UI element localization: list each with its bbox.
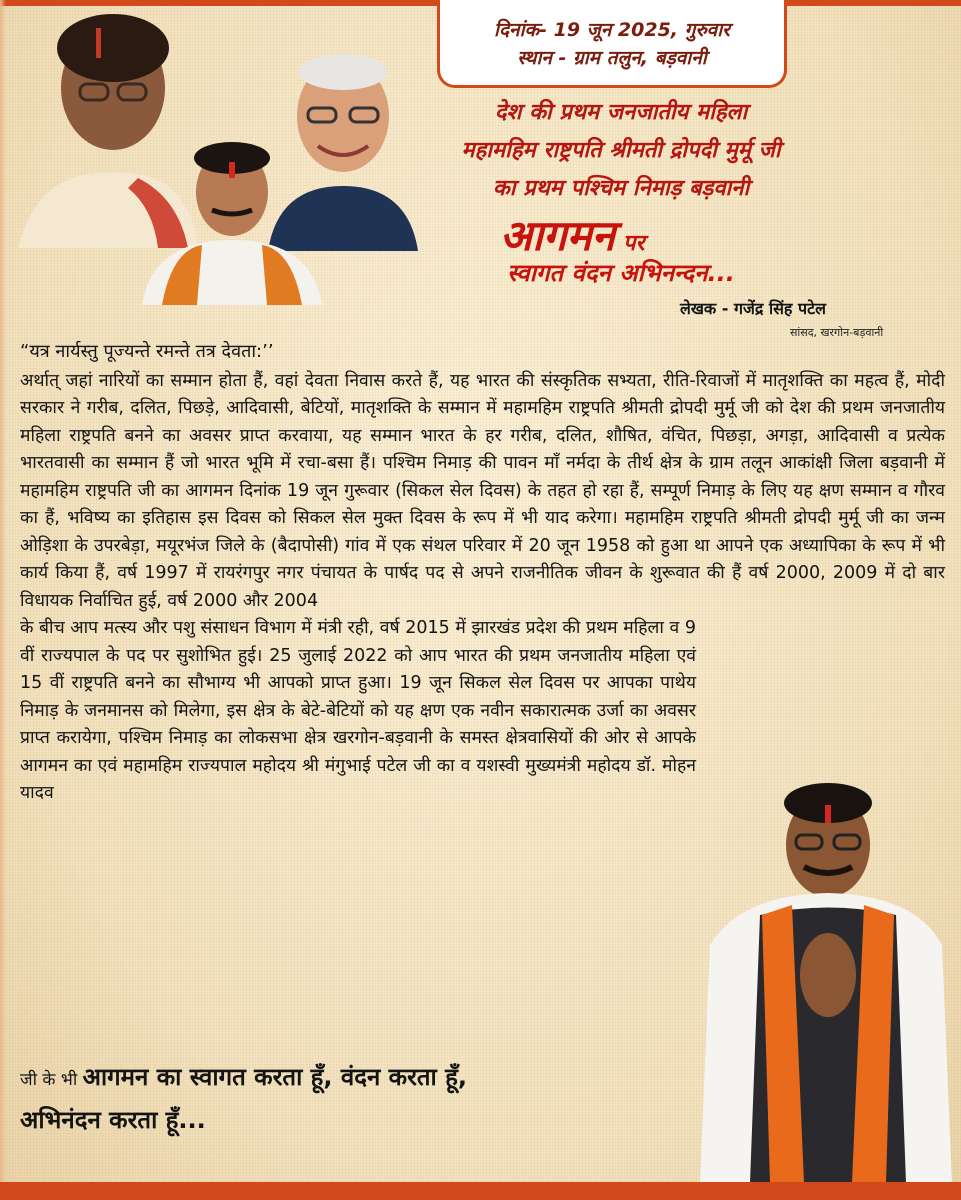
chief-minister-portrait — [142, 140, 322, 305]
article-body — [20, 338, 945, 808]
paragraph-beside-photo: के बीच आप मत्स्य और पशु संसाधन विभाग में मंत्री रही, वर्ष 2015 में झारखंड प्रदेश की प्रथम महिला व 9 वीं राज्यपाल के पद पर सुशोभित हुई। 25 जुलाई 2022 को आप भारत की प्रथम जनजातीय महिला एवं 15 वीं राष्ट्रपति बनने का सौभाग्य भी आपको प्राप्त हुआ। 19 जून सिकल सेल दिवस पर आपका पाथेय निमाड़ के जनमानस को मिलेगा, इस क्षेत्र के बेटे-बेटियों को यह क्षण एक नवीन सकारात्मक उर्जा का अवसर प्राप्त करायेगा, पश्चिम निमाड़ का लोकसभा क्षेत्र खरगोन-बड़वानी के समस्त क्षेत्रवासियों की ओर से आपके आगमन का एवं महामहिम राज्यपाल महोदय श्री मंगुभाई पटेल जी का व यशस्वी मुख्यमंत्री महोदय डॉ. मोहन यादव — [20, 618, 696, 803]
aagman-word: आगमन — [500, 211, 615, 260]
closing-big-text-2: अभिनंदन करता हूँ... — [20, 1106, 206, 1134]
closing-small-text: जी के भी — [20, 1070, 83, 1090]
mp-portrait — [700, 775, 952, 1183]
title-line-1: देश की प्रथम जनजातीय महिला — [494, 100, 748, 125]
paragraph-full-width: अर्थात् जहां नारियों का सम्मान होता हैं, वहां देवता निवास करते हैं, यह भारत की संस्कृतिक सभ्यता, रीति-रिवाजों में मातृशक्ति का महत्व हैं, मोदी सरकार ने गरीब, दलित, पिछड़े, आदिवासी, बेटियों, मातृशक्ति के सम्मान में महामहिम राष्ट्रपति श्रीमती द्रोपदी मुर्मू जी को देश की प्रथम जनजातीय महिला राष्ट्रपति बनने का अवसर प्राप्त करवाया, यह सम्मान भारत के हर गरीब, दलित, शौषित, वंचित, पिछड़ा, अगड़ा, आदिवासी व प्रत्येक भारतवासी का सम्मान हैं जो भारत भूमि में रचा-बसा हैं। पश्चिम निमाड़ की पावन माँ नर्मदा के तीर्थ क्षेत्र के ग्राम तलून आकांक्षी जिला बड़वानी में महामहिम राष्ट्रपति जी का आगमन दिनांक 19 जून गुरूवार (सिकल सेल दिवस) के तहत हो रहा हैं, सम्पूर्ण निमाड़ के लिए यह क्षण सम्मान व गौरव का हैं, भविष्य का इतिहास इस दिवस को सिकल सेल मुक्त दिवस के रूप में भी याद करेगा। महामहिम राष्ट्रपति श्रीमती द्रोपदी मुर्मू जी का जन्म ओड़िशा के उपरबेड़ा, मयूरभंज जिले के (बैदापोसी) गांव में एक संथल परिवार में 20 जून 1958 को हुआ था आपने एक अध्यापिका के रूप में भी कार्य किया हैं, वर्ष 1997 में रायरंगपुर नगर पंचायत के पार्षद पद से अपने राजनीतिक जीवन के शुरूवात की हैं वर्ष 2000, 2009 में दो बार विधायक निर्वाचित हुई, वर्ष 2000 और 2004 — [20, 370, 945, 611]
sanskrit-quote: “यत्र नार्यस्तु पूज्यन्ते रमन्ते तत्र देवता:’’ — [20, 341, 274, 362]
bottom-accent-strip — [0, 1182, 961, 1200]
title-line-2: महामहिम राष्ट्रपति श्रीमती द्रोपदी मुर्मू जी — [461, 138, 781, 163]
event-date: दिनांक- 19 जून 2025, गुरुवार — [494, 19, 730, 41]
closing-big-text-1: आगमन का स्वागत करता हूँ, वंदन करता हूँ, — [82, 1063, 467, 1091]
title-block — [386, 94, 856, 208]
closing-lines — [20, 1062, 700, 1135]
author-name: लेखक - गजेंद्र सिंह पटेल — [680, 299, 826, 318]
left-edge-shade — [0, 0, 6, 1200]
event-place: स्थान - ग्राम तलुन, बड़वानी — [517, 47, 707, 69]
author-designation: सांसद, खरगोन-बड़वानी — [790, 326, 884, 339]
aagman-row — [500, 206, 645, 263]
title-line-3: का प्रथम पश्चिम निमाड़ बड़वानी — [492, 176, 750, 201]
event-info-card — [437, 0, 787, 88]
welcome-line: स्वागत वंदन अभिनन्दन... — [507, 259, 735, 287]
par-word: पर — [623, 231, 645, 256]
